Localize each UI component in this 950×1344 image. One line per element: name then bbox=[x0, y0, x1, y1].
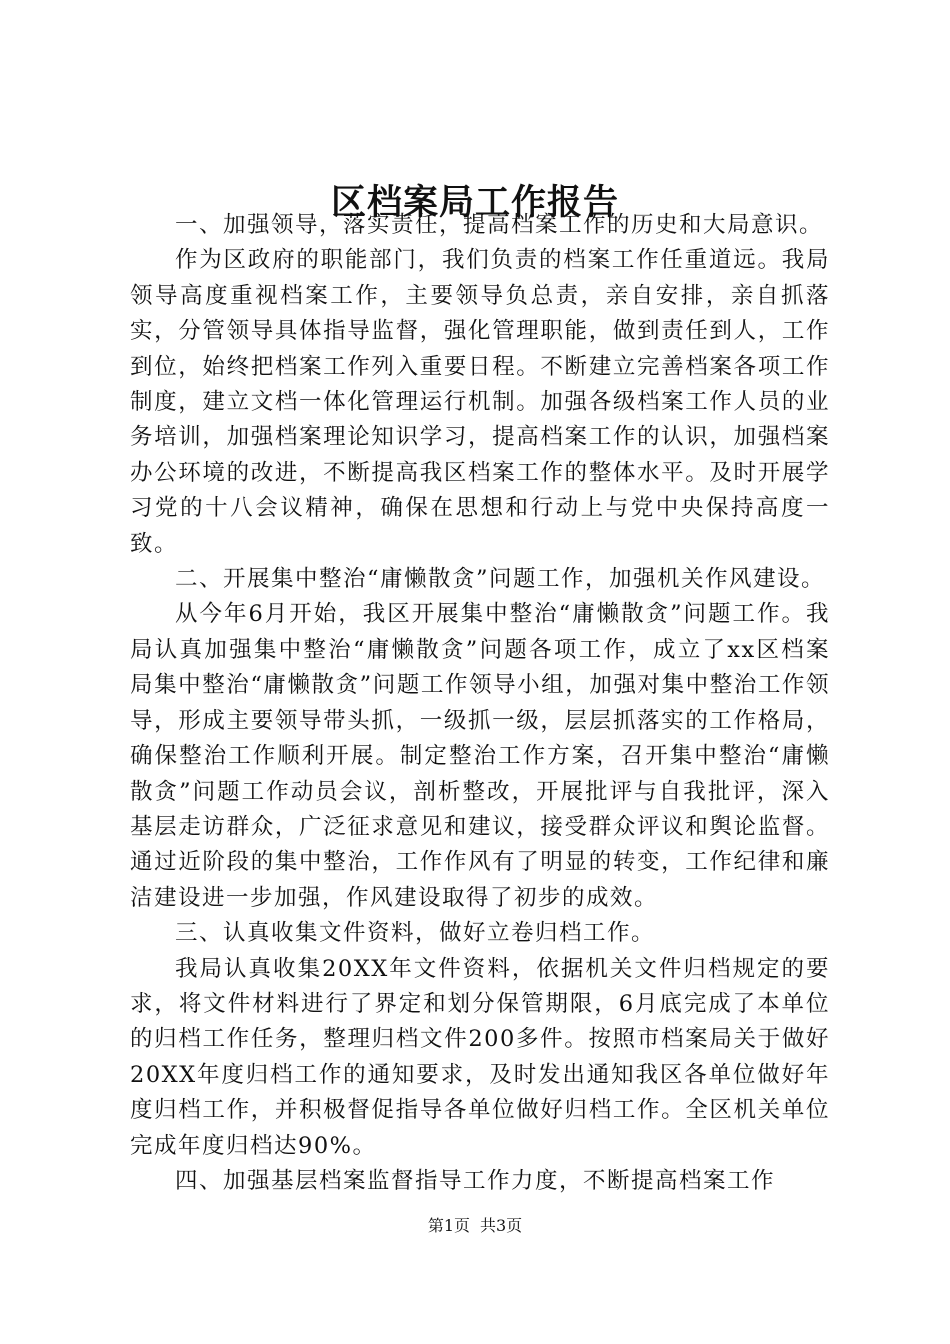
page-footer bbox=[0, 1214, 950, 1238]
document-title: 区档案局工作报告 bbox=[330, 182, 619, 223]
paragraph-body-3: 我局认真收集20XX年文件资料，依据机关文件归档规定的要求，将文件材料进行了界定和划分保管期限，6月底完成了本单位的归档工作任务，整理归档文件200多件。按照市档案局关于做好20XX年度归档工作的通知要求，及时发出通知我区各单位做好年度归档工作，并积极督促指导各单位做好归档工作。全区机关单位完成年度归档达90%。 bbox=[130, 955, 830, 1159]
paragraph-heading-2: 二、开展集中整治“庸懒散贪”问题工作，加强机关作风建设。 bbox=[175, 566, 826, 593]
document-body bbox=[130, 208, 830, 1199]
page-number-current: 第1页 bbox=[427, 1216, 470, 1235]
paragraph-body-1: 作为区政府的职能部门，我们负责的档案工作任重道远。我局领导高度重视档案工作，主要领导负总责，亲自安排，亲自抓落实，分管领导具体指导监督，强化管理职能，做到责任到人，工作到位，始终把档案工作列入重要日程。不断建立完善档案各项工作制度，建立文档一体化管理运行机制。加强各级档案工作人员的业务培训，加强档案理论知识学习，提高档案工作的认识，加强档案办公环境的改进，不断提高我区档案工作的整体水平。及时开展学习党的十八会议精神，确保在思想和行动上与党中央保持高度一致。 bbox=[130, 247, 830, 557]
paragraph-body-2: 从今年6月开始，我区开展集中整治“庸懒散贪”问题工作。我局认真加强集中整治“庸懒散贪”问题各项工作，成立了xx区档案局集中整治“庸懒散贪”问题工作领导小组，加强对集中整治工作领导，形成主要领导带头抓，一级抓一级，层层抓落实的工作格局，确保整治工作顺利开展。制定整治工作方案，召开集中整治“庸懒散贪”问题工作动员会议，剖析整改，开展批评与自我批评，深入基层走访群众，广泛征求意见和建议，接受群众评议和舆论监督。通过近阶段的集中整治，工作作风有了明显的转变，工作纪律和廉洁建设进一步加强，作风建设取得了初步的成效。 bbox=[130, 601, 830, 911]
paragraph-heading-1: 一、加强领导，落实责任，提高档案工作的历史和大局意识。 bbox=[175, 212, 824, 238]
page-number-total: 共3页 bbox=[480, 1216, 523, 1235]
paragraph-heading-3: 三、认真收集文件资料，做好立卷归档工作。 bbox=[175, 920, 656, 947]
paragraph-heading-4: 四、加强基层档案监督指导工作力度，不断提高档案工作 bbox=[175, 1167, 776, 1194]
